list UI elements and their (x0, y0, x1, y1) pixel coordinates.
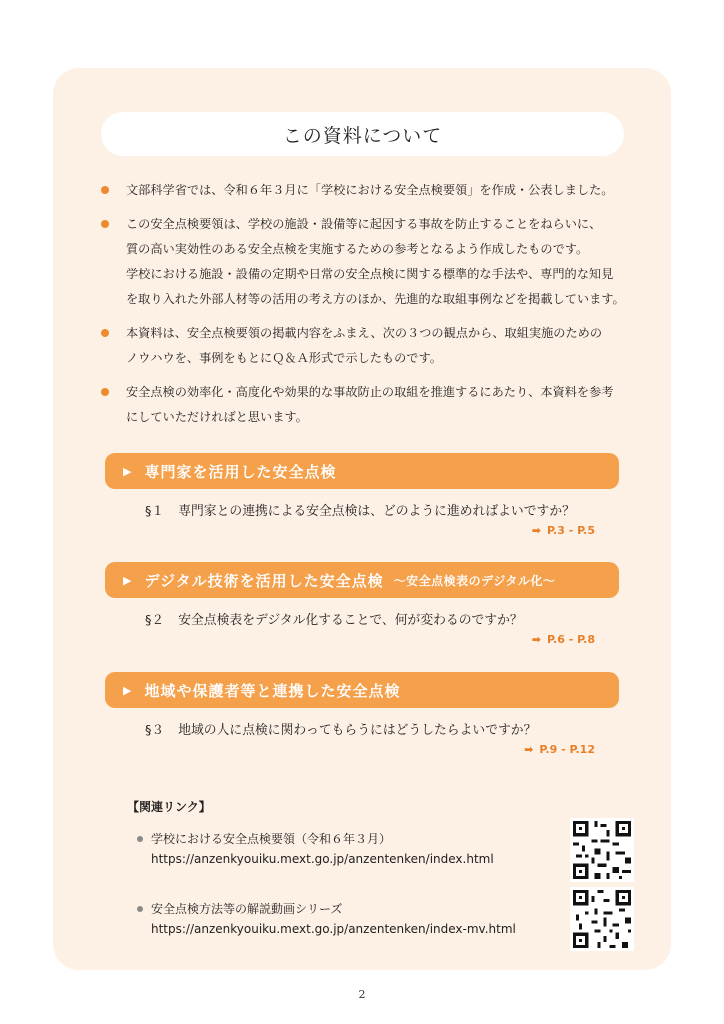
link-url[interactable]: https://anzenkyouiku.mext.go.jp/anzentenken/index-mv.html (151, 922, 516, 936)
question-text: 専門家との連携による安全点検は、どのように進めればよいですか？ (178, 504, 575, 519)
qr-code-icon[interactable] (570, 818, 634, 882)
question-3 (145, 719, 536, 738)
bullet-text: 質の高い実効性のある安全点検を実施するための参考となるよう作成したものです。 (126, 242, 589, 256)
qr-code-icon[interactable] (570, 887, 634, 951)
section-banner-community (105, 672, 619, 708)
bullet-text: にしていただければと思います。 (126, 410, 308, 424)
section-heading: 地域や保護者等と連携した安全点検 (144, 681, 401, 700)
bullet-dot-icon (101, 186, 109, 194)
page-reference-1[interactable] (532, 524, 595, 537)
bullet-dot-icon (101, 220, 109, 228)
bullet-4 (101, 380, 649, 430)
page-range: P.6 - P.8 (547, 633, 595, 646)
section-banner-digital (105, 562, 619, 598)
bullet-dot-icon (137, 836, 143, 842)
bullet-text: 学校における施設・設備の定期や日常の安全点検に関する標準的な手法や、専門的な知見 (126, 267, 614, 281)
intro-bullets (101, 178, 649, 439)
triangle-right-icon: ▶ (123, 464, 133, 478)
arrow-right-icon: ➡ (531, 524, 542, 537)
question-text: 安全点検表をデジタル化することで、何が変わるのですか？ (178, 613, 523, 628)
bullet-dot-icon (101, 388, 109, 396)
section-number: §３ (145, 723, 165, 738)
question-1 (145, 500, 575, 519)
page-reference-2[interactable] (532, 633, 595, 646)
section-heading: 専門家を活用した安全点検 (144, 462, 337, 481)
section-heading: デジタル技術を活用した安全点検 (144, 571, 384, 590)
arrow-right-icon: ➡ (531, 633, 542, 646)
related-links-title: 【関連リンク】 (127, 800, 211, 814)
bullet-text: 文部科学省では、令和６年３月に「学校における安全点検要領」を作成・公表しました。 (126, 183, 614, 197)
link-url[interactable]: https://anzenkyouiku.mext.go.jp/anzentenken/index.html (151, 852, 494, 866)
link-item-videos (137, 899, 516, 939)
triangle-right-icon: ▶ (123, 573, 133, 587)
bullet-text: を取り入れた外部人材等の活用の考え方のほか、先進的な取組事例などを掲載しています。 (126, 292, 625, 306)
page-title: この資料について (101, 112, 624, 156)
section-subheading: ～安全点検表のデジタル化～ (393, 573, 556, 588)
page-range: P.3 - P.5 (547, 524, 595, 537)
bullet-text: 安全点検の効率化・高度化や効果的な事故防止の取組を推進するにあたり、本資料を参考 (126, 385, 614, 399)
bullet-1 (101, 178, 649, 203)
section-number: §２ (145, 613, 165, 628)
question-2 (145, 609, 523, 628)
link-label: 学校における安全点検要領（令和６年３月） (151, 832, 392, 846)
bullet-text: ノウハウを、事例をもとにＱ＆Ａ形式で示したものです。 (126, 351, 442, 365)
page-number: 2 (358, 988, 366, 1001)
triangle-right-icon: ▶ (123, 683, 133, 697)
section-banner-expert (105, 453, 619, 489)
bullet-text: 本資料は、安全点検要領の掲載内容をふまえ、次の３つの観点から、取組実施のための (126, 326, 603, 340)
bullet-text: この安全点検要領は、学校の施設・設備等に起因する事故を防止することをねらいに、 (126, 217, 602, 231)
bullet-2 (101, 212, 649, 312)
bullet-dot-icon (101, 329, 109, 337)
arrow-right-icon: ➡ (524, 743, 534, 756)
bullet-dot-icon (137, 906, 143, 912)
section-number: §１ (145, 504, 165, 519)
link-item-guidelines (137, 829, 494, 869)
page-reference-3[interactable] (524, 743, 595, 756)
page-range: P.9 - P.12 (539, 743, 595, 756)
question-text: 地域の人に点検に関わってもらうにはどうしたらよいですか？ (178, 723, 537, 738)
link-label: 安全点検方法等の解説動画シリーズ (151, 902, 343, 916)
bullet-3 (101, 321, 649, 371)
